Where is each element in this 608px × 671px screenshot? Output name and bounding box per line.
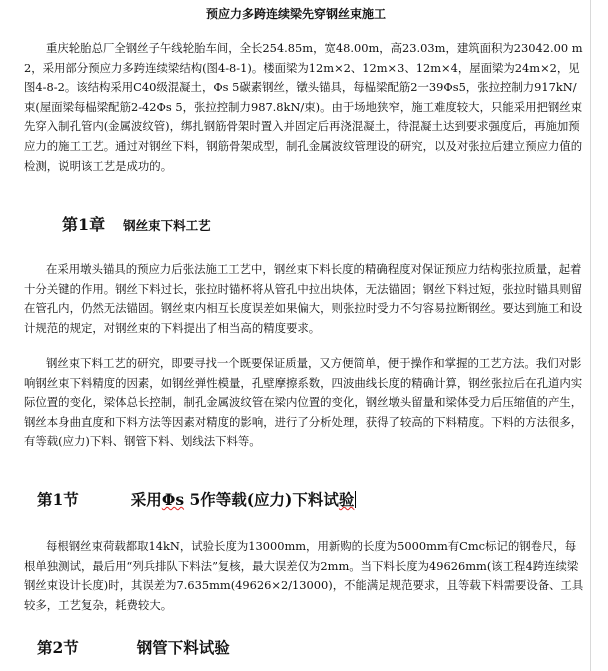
section-1-title [131,490,357,509]
page-right-edge [590,0,591,671]
section-heading-1[interactable] [37,488,356,510]
chapter-heading[interactable] [62,212,211,235]
chapter-number: 第1章 [62,215,106,234]
body-paragraph-3[interactable]: 每根钢丝束荷载都取14kN，试验长度为13000mm，用新购的长度为5000mm有Cmc标记的钢卷尺，每根单独测试，最后用“列兵排队下料法”复核，最大误差仅为2mm。当下料长度为49626mm(该工程4跨连续梁钢丝束设计长度)时，其误差为7.635mm(49626×2/13000)，不能满足规范要求，且等载下料需要设备、工具较多，工艺复杂，耗费较大。 [24,539,584,612]
section-2-title: 钢管下料试验 [136,638,230,657]
text-cursor [355,491,356,508]
section-1-title-last: 验 [338,490,355,509]
document-title: 预应力多跨连续梁先穿钢丝束施工 [205,7,386,21]
body-paragraph-2[interactable]: 钢丝束下料工艺的研究，即要寻找一个既要保证质量，又方便简单，便于操作和掌握的工艺方法。我们对影响钢丝束下料精度的因素，如钢丝弹性模量，孔壁摩擦系数，四波曲线长度的精确计算，钢丝张拉后在孔道内实际位置的变化，梁体总长控制，制孔金属波纹管在梁内位置的变化，钢丝墩头留量和梁体受力后压缩值的产生，钢丝本身曲直度和下料方法等因素对精度的影响，进行了分析处理，获得了较高的下料精度。下料的方法很多，有等载(应力)下料、钢管下料、划线法下料等。 [24,356,583,449]
spellcheck-underlined-text: Φs [161,490,185,509]
section-heading-2[interactable] [37,636,230,658]
section-1-number: 第1节 [37,490,79,509]
section-1-title-suffix: 5作等载(应力)下料试 [184,490,339,509]
section-2-number: 第2节 [37,638,79,657]
intro-paragraph[interactable]: 重庆轮胎总厂全钢丝子午线轮胎车间，全长254.85m，宽48.00m，高23.03m，建筑面积为23042.00 m2，采用部分预应力多跨连续梁结构(图4-8-1)。楼面梁为12m×2、12m×3、12m×4，屋面梁为24m×2，见图4-8-2。该结构采用C40级混凝土，Φs 5碳素钢丝，镦头锚具，每榀梁配筋2一39Φs5，张拉控制力917kN/束(屋面梁每榀梁配筋2-42Φs 5，张拉控制力987.8kN/束)。由于场地狭窄，施工难度较大，只能采用把钢丝束先穿入制孔管内(金属波纹管)，绑扎钢筋骨架时置入并固定后再浇混凝土，待混凝土达到要求强度后，再施加预应力的施工工艺。通过对钢丝下料，钢筋骨架成型，制孔金属波纹管理设的研究，以及对张拉后建立预应力值的检测，说明该工艺是成功的。 [24,41,583,173]
section-1-title-prefix: 采用 [130,490,162,509]
chapter-title: 钢丝束下料工艺 [123,218,211,233]
body-paragraph-1[interactable]: 在采用墩头锚具的预应力后张法施工工艺中，钢丝束下料长度的精确程度对保证预应力结构张拉质量，起着十分关键的作用。钢丝下料过长，张拉时锚杯将从管孔中拉出块体，无法锚固；钢丝下料过短，张拉时锚具则留在管孔内，仍然无法锚固。钢丝束内相互长度误差如果偏大，则张拉时受力不匀容易拉断钢丝。要达到施工和设计规范的规定，对钢丝束的下料提出了相当高的精度要求。 [24,262,583,335]
